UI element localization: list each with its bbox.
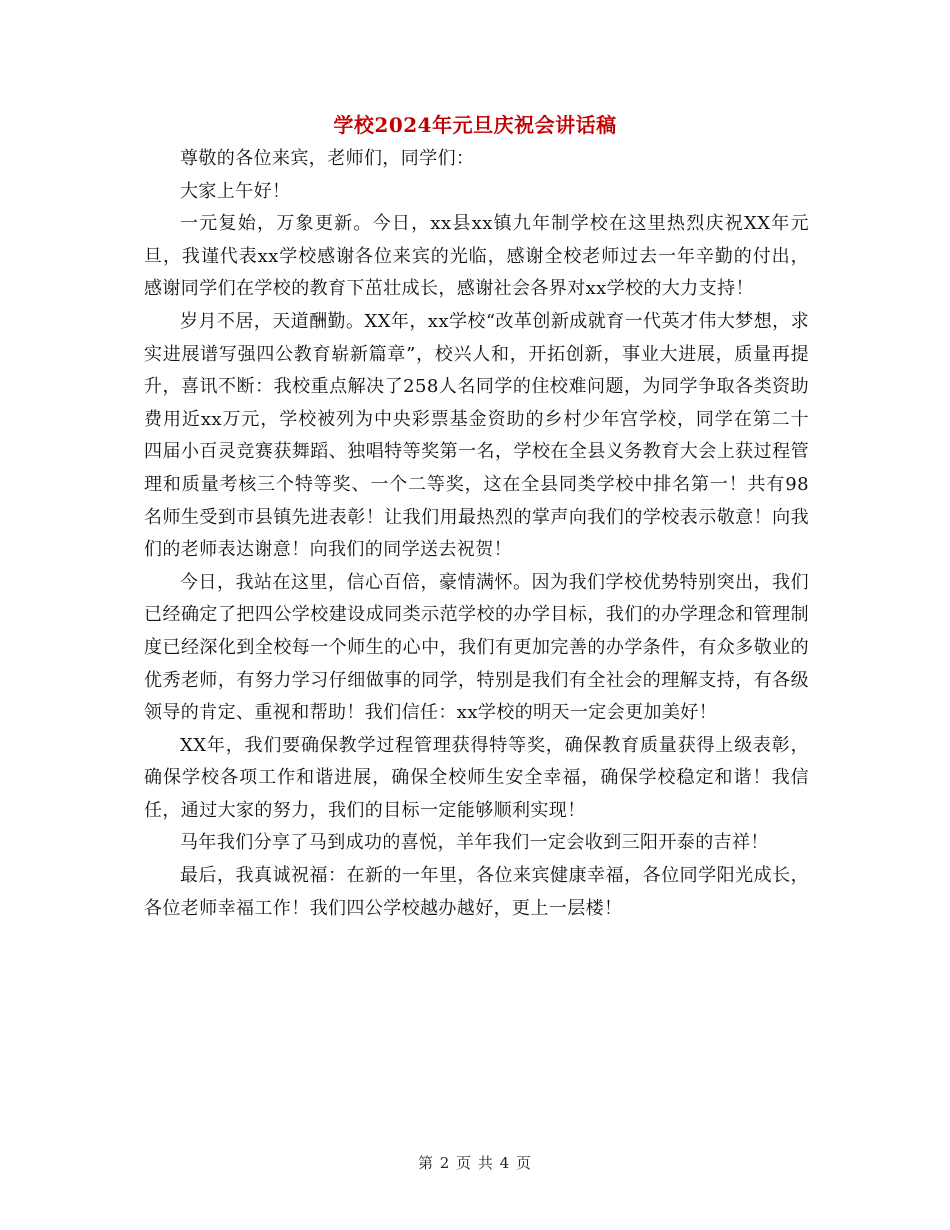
document-body <box>144 143 809 925</box>
paragraph-greeting: 大家上午好！ <box>180 180 291 202</box>
page-number-footer: 第 2 页 共 4 页 <box>418 1154 532 1172</box>
paragraph-blessing: 马年我们分享了马到成功的喜悦，羊年我们一定会收到三阳开泰的吉祥！ <box>180 832 769 854</box>
paragraph-confidence: 今日，我站在这里，信心百倍，豪情满怀。因为我们学校优势特别突出，我们已经确定了把四公学校建设成同类示范学校的办学目标，我们的办学理念和管理制度已经深化到全校每一个师生的心中，我们有更加完善的办学条件，有众多敬业的优秀老师，有努力学习仔细做事的同学，特别是我们有全社会的理解支持，有各级领导的肯定、重视和帮助！我们信任：xx学校的明天一定会更加美好！ <box>144 571 809 724</box>
paragraph-achievements: 岁月不居，天道酬勤。XX年，xx学校“改革创新成就育一代英才伟大梦想，求实进展谱写强四公教育崭新篇章”，校兴人和，开拓创新，事业大进展，质量再提升，喜讯不断：我校重点解决了258人名同学的住校难问题，为同学争取各类资助费用近xx万元，学校被列为中央彩票基金资助的乡村少年宫学校，同学在第二十四届小百灵竞赛获舞蹈、独唱特等奖第一名，学校在全县义务教育大会上获过程管理和质量考核三个特等奖、一个二等奖，这在全县同类学校中排名第一！共有98名师生受到市县镇先进表彰！让我们用最热烈的掌声向我们的学校表示敬意！向我们的老师表达谢意！向我们的同学送去祝贺！ <box>144 310 809 561</box>
paragraph-new-year: 一元复始，万象更新。今日，xx县xx镇九年制学校在这里热烈庆祝XX年元旦，我谨代表xx学校感谢各位来宾的光临，感谢全校老师过去一年辛勤的付出，感谢同学们在学校的教育下茁壮成长，感谢社会各界对xx学校的大力支持！ <box>144 213 809 300</box>
paragraph-salutation: 尊敬的各位来宾，老师们，同学们： <box>180 148 475 169</box>
document-title: 学校2024年元旦庆祝会讲话稿 <box>333 113 617 137</box>
paragraph-closing: 最后，我真诚祝福：在新的一年里，各位来宾健康幸福，各位同学阳光成长，各位老师幸福工作！我们四公学校越办越好，更上一层楼！ <box>144 865 809 919</box>
paragraph-goals: XX年，我们要确保教学过程管理获得特等奖，确保教育质量获得上级表彰，确保学校各项工作和谐进展，确保全校师生安全幸福，确保学校稳定和谐！我信任，通过大家的努力，我们的目标一定能够顺利实现！ <box>144 734 809 821</box>
